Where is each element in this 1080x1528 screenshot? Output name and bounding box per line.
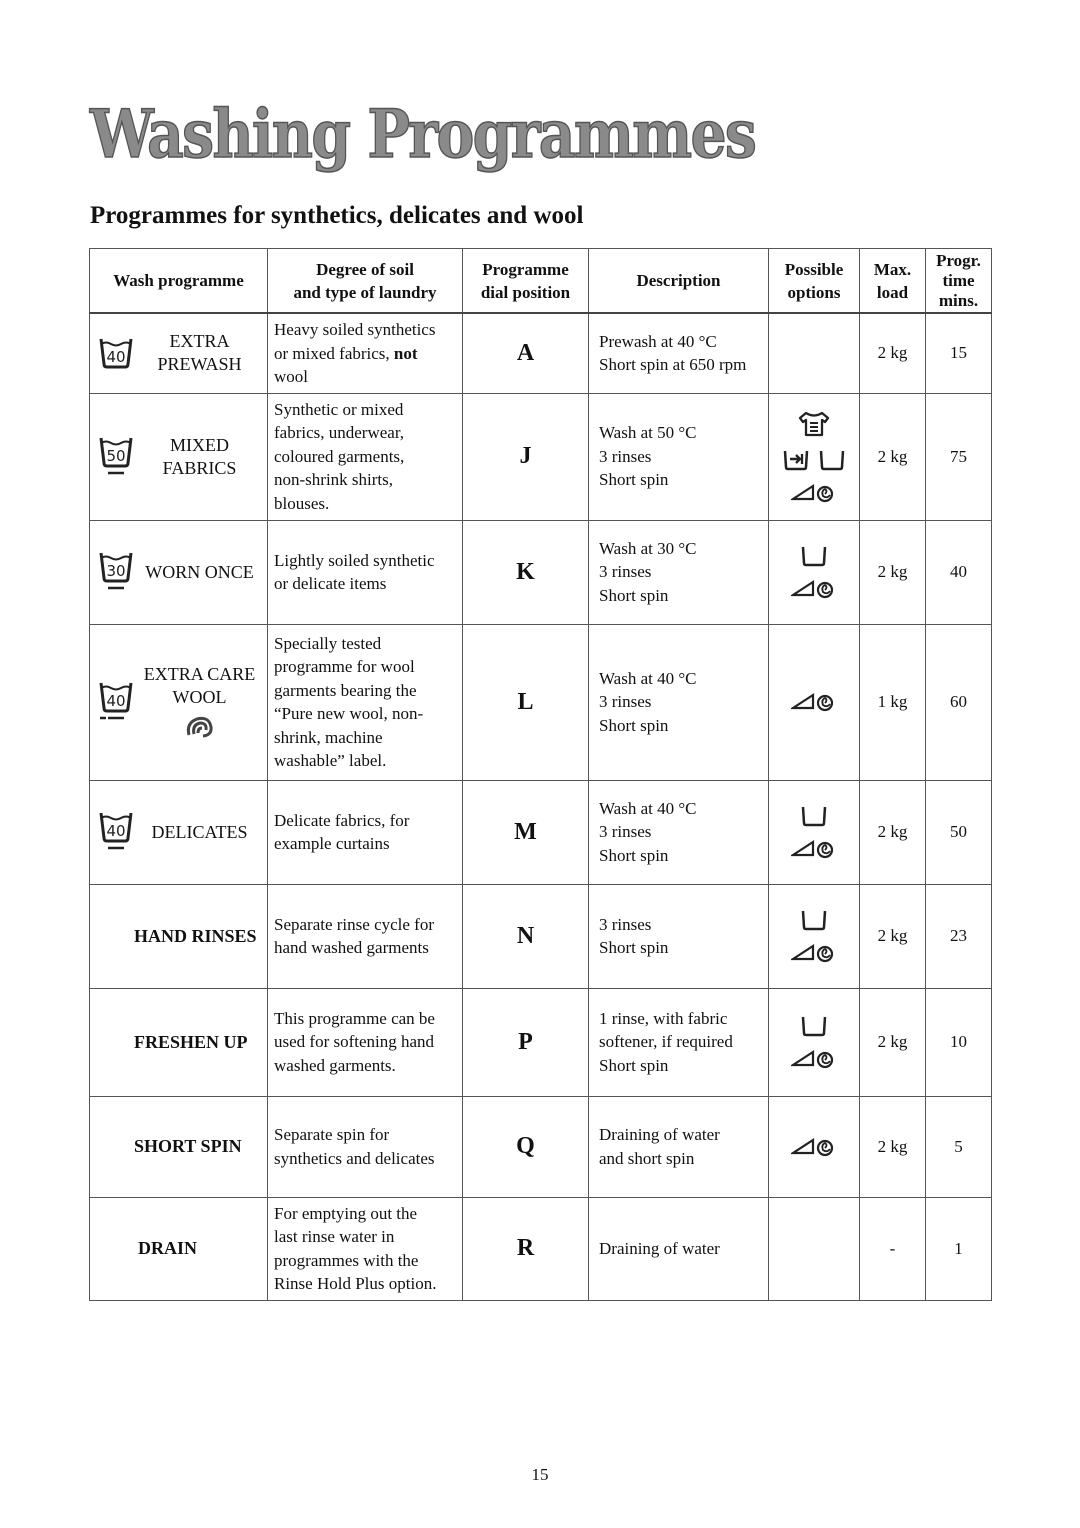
header-dial-position: Programme dial position	[463, 249, 589, 314]
header-degree-of-soil: Degree of soil and type of laundry	[268, 249, 463, 314]
rinse-hold-icon	[818, 448, 846, 472]
programme-time: 10	[926, 988, 992, 1096]
programme-name-line: SHORT SPIN	[134, 1136, 242, 1156]
degree-of-soil-cell	[268, 884, 463, 988]
max-load: -	[860, 1197, 926, 1300]
degree-of-soil-cell	[268, 1096, 463, 1197]
max-load: 2 kg	[860, 313, 926, 393]
programmes-table	[89, 248, 992, 1301]
header-max-load: Max. load	[860, 249, 926, 314]
wash-programme-cell	[90, 780, 268, 884]
programme-row	[90, 988, 992, 1096]
wash-temperature-1: 50	[106, 446, 126, 465]
programme-row	[90, 1096, 992, 1197]
programme-time: 60	[926, 624, 992, 780]
description-line: 3 rinses	[599, 562, 652, 582]
wash-programme-cell	[90, 313, 268, 393]
programme-name-line: FRESHEN UP	[134, 1031, 248, 1052]
possible-options-cell	[769, 1096, 860, 1197]
programme-row	[90, 1197, 992, 1300]
degree-line: blouses.	[274, 493, 330, 513]
shirt-icon	[797, 410, 831, 438]
dial-position: P	[463, 988, 589, 1096]
programme-row	[90, 884, 992, 988]
degree-line: synthetics and delicates	[274, 1148, 435, 1168]
degree-of-soil-cell	[268, 393, 463, 520]
programme-time: 40	[926, 520, 992, 624]
degree-line: washed garments.	[274, 1055, 396, 1075]
max-load: 2 kg	[860, 988, 926, 1096]
dial-position: J	[463, 393, 589, 520]
description-line: 3 rinses	[599, 822, 652, 842]
degree-line: washable” label.	[274, 751, 387, 770]
description-cell	[589, 780, 769, 884]
description-line: Wash at 30 °C	[599, 538, 697, 558]
no-spin-icon	[791, 838, 837, 860]
programme-time: 1	[926, 1197, 992, 1300]
dial-position: R	[463, 1197, 589, 1300]
dial-position: M	[463, 780, 589, 884]
programme-time: 23	[926, 884, 992, 988]
no-spin-icon	[791, 482, 837, 504]
description-line: Draining of water	[599, 1125, 720, 1144]
programme-name-line: FABRICS	[162, 457, 237, 478]
degree-line: programmes with the	[274, 1250, 419, 1270]
programme-name-line: EXTRA	[169, 331, 230, 352]
dial-position: N	[463, 884, 589, 988]
no-spin-icon	[791, 578, 837, 600]
degree-line: For emptying out the	[274, 1203, 418, 1223]
degree-line: Separate spin for	[274, 1125, 390, 1144]
description-cell	[589, 1096, 769, 1197]
degree-line: Heavy soiled synthetics	[274, 320, 436, 339]
rinse-hold-icon	[800, 544, 828, 568]
wash-temperature-2: 30	[106, 562, 126, 580]
programme-time: 50	[926, 780, 992, 884]
description-line: Wash at 40 °C	[599, 668, 697, 688]
programme-name-line: WORN ONCE	[145, 561, 254, 582]
degree-line: Specially tested	[274, 633, 382, 653]
possible-options-cell	[769, 988, 860, 1096]
wash-temperature-3: 40	[106, 692, 126, 710]
wash-programme-cell	[90, 624, 268, 780]
wash-programme-cell	[90, 520, 268, 624]
rinse-hold-icon	[800, 1014, 828, 1038]
degree-line: coloured garments,	[274, 446, 405, 466]
dial-position: Q	[463, 1096, 589, 1197]
degree-line: Synthetic or mixed	[274, 399, 404, 419]
programme-row	[90, 393, 992, 520]
no-spin-icon	[791, 691, 837, 713]
max-load: 2 kg	[860, 520, 926, 624]
description-line: Short spin	[599, 585, 669, 605]
max-load: 2 kg	[860, 1096, 926, 1197]
degree-line: shrink, machine	[274, 727, 383, 747]
description-line: Short spin	[599, 470, 669, 490]
dial-position: K	[463, 520, 589, 624]
dial-position: A	[463, 313, 589, 393]
wash-temperature-0: 40	[106, 348, 126, 367]
description-line: Short spin	[599, 1055, 669, 1075]
programme-name-line: DELICATES	[151, 821, 248, 842]
description-cell	[589, 393, 769, 520]
degree-line: or mixed fabrics, not	[274, 343, 418, 363]
header-programme-time: Progr. time mins.	[926, 249, 992, 314]
wash-programme-cell	[90, 884, 268, 988]
wash-programme-cell	[90, 988, 268, 1096]
degree-line: fabrics, underwear,	[274, 423, 405, 443]
description-line: softener, if required	[599, 1032, 733, 1052]
description-cell	[589, 624, 769, 780]
degree-of-soil-cell	[268, 520, 463, 624]
possible-options-cell	[769, 520, 860, 624]
description-line: Short spin at 650 rpm	[599, 355, 747, 375]
description-line: Short spin	[599, 715, 669, 735]
description-line: Prewash at 40 °C	[599, 331, 717, 351]
programme-name	[90, 1237, 267, 1260]
description-line: and short spin	[599, 1148, 695, 1168]
degree-line: Lightly soiled synthetic	[274, 550, 435, 570]
programme-time: 15	[926, 313, 992, 393]
wash-programme-cell	[90, 1096, 268, 1197]
programme-name-line: WOOL	[172, 687, 227, 707]
description-line: Short spin	[599, 938, 669, 957]
description-cell	[589, 520, 769, 624]
description-line: Wash at 50 °C	[599, 423, 697, 443]
degree-line: hand washed garments	[274, 938, 429, 957]
max-load: 2 kg	[860, 780, 926, 884]
max-load: 1 kg	[860, 624, 926, 780]
programme-name-line: PREWASH	[157, 354, 242, 375]
degree-line: wool	[274, 367, 308, 386]
description-line: 1 rinse, with fabric	[599, 1008, 728, 1028]
max-load: 2 kg	[860, 884, 926, 988]
description-line: 3 rinses	[599, 692, 652, 712]
possible-options-cell	[769, 1197, 860, 1300]
degree-line: example curtains	[274, 834, 390, 853]
wool-mark-icon	[183, 713, 217, 741]
header-description: Description	[589, 249, 769, 314]
description-line: 3 rinses	[599, 446, 652, 466]
programme-row	[90, 624, 992, 780]
degree-line: last rinse water in	[274, 1227, 395, 1246]
extra-rinse-icon	[782, 448, 810, 472]
possible-options-cell	[769, 884, 860, 988]
programme-name-line: HAND RINSES	[134, 925, 257, 946]
possible-options-cell	[769, 393, 860, 520]
wash-programme-cell	[90, 393, 268, 520]
table-header-row	[90, 249, 992, 314]
dial-position: L	[463, 624, 589, 780]
description-cell	[589, 988, 769, 1096]
header-wash-programme: Wash programme	[90, 249, 268, 314]
programme-time: 75	[926, 393, 992, 520]
degree-of-soil-cell	[268, 1197, 463, 1300]
degree-of-soil-cell	[268, 988, 463, 1096]
degree-of-soil-cell	[268, 624, 463, 780]
degree-line: Delicate fabrics, for	[274, 810, 410, 830]
degree-line: programme for wool	[274, 657, 415, 676]
section-title: Programmes for synthetics, delicates and wool	[90, 202, 584, 229]
description-cell	[589, 884, 769, 988]
degree-line: This programme can be	[274, 1008, 435, 1028]
programme-name-line: DRAIN	[138, 1238, 198, 1258]
degree-line: Rinse Hold Plus option.	[274, 1274, 437, 1293]
page-number: 15	[531, 1465, 549, 1484]
description-line: 3 rinses	[599, 914, 652, 934]
degree-of-soil-cell	[268, 780, 463, 884]
max-load: 2 kg	[860, 393, 926, 520]
description-cell	[589, 1197, 769, 1300]
wash-temperature-4: 40	[106, 822, 126, 840]
wash-programme-cell	[90, 1197, 268, 1300]
degree-line: used for softening hand	[274, 1032, 435, 1052]
programme-row	[90, 313, 992, 393]
possible-options-cell	[769, 313, 860, 393]
possible-options-cell	[769, 624, 860, 780]
programme-name	[90, 1135, 267, 1158]
rinse-hold-icon	[800, 804, 828, 828]
description-cell	[589, 313, 769, 393]
degree-of-soil-cell	[268, 313, 463, 393]
rinse-hold-icon	[800, 908, 828, 932]
description-line: Short spin	[599, 845, 669, 865]
degree-line: “Pure new wool, non-	[274, 704, 424, 723]
programme-name	[90, 925, 267, 948]
page-title: Washing Programmes	[90, 95, 756, 173]
no-spin-icon	[791, 1136, 837, 1158]
degree-line: Separate rinse cycle for	[274, 914, 434, 934]
description-line: Draining of water	[599, 1238, 720, 1258]
possible-options-cell	[769, 780, 860, 884]
no-spin-icon	[791, 942, 837, 964]
description-line: Wash at 40 °C	[599, 798, 697, 818]
programme-name	[90, 1031, 267, 1054]
header-possible-options: Possible options	[769, 249, 860, 314]
programme-row	[90, 520, 992, 624]
programme-name-line: MIXED	[170, 434, 229, 455]
degree-line: or delicate items	[274, 574, 387, 593]
no-spin-icon	[791, 1048, 837, 1070]
degree-emphasis: not	[393, 343, 418, 363]
degree-line: non-shrink shirts,	[274, 470, 393, 490]
programme-name-line: EXTRA CARE	[143, 664, 256, 684]
degree-line: garments bearing the	[274, 680, 417, 700]
programme-time: 5	[926, 1096, 992, 1197]
programme-row	[90, 780, 992, 884]
